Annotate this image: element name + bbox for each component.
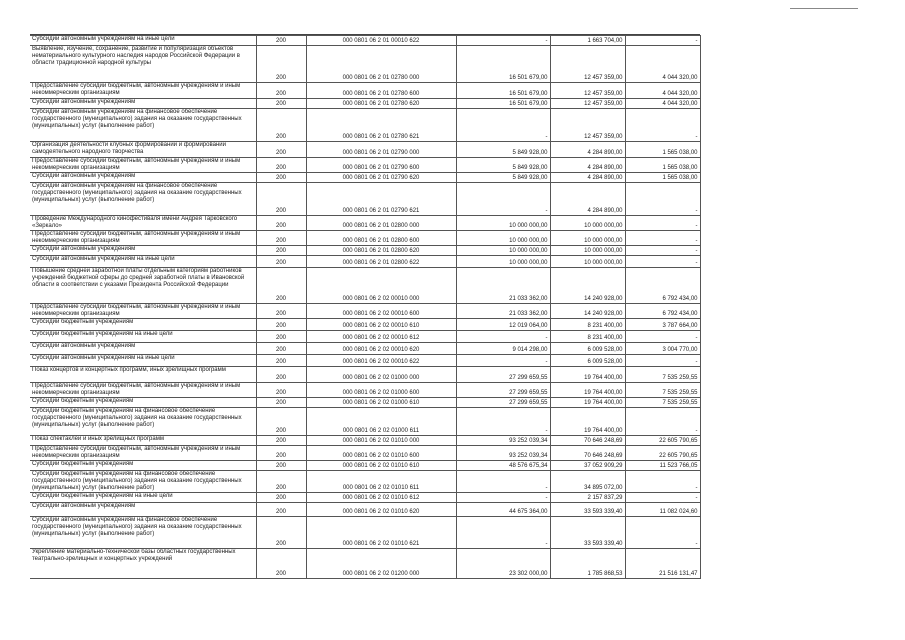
row-executed-amount: 10 000 000,00 xyxy=(550,246,625,256)
row-approved-amount: 5 849 928,00 xyxy=(456,142,550,158)
row-unexecuted-amount: - xyxy=(625,517,700,549)
row-approved-amount: 27 299 659,55 xyxy=(456,383,550,398)
row-code: 200 xyxy=(256,367,306,383)
row-code: 200 xyxy=(256,461,306,471)
header-rule xyxy=(790,8,858,9)
row-approved-amount: 44 675 364,00 xyxy=(456,503,550,517)
row-unexecuted-amount: 1 565 038,00 xyxy=(625,173,700,183)
row-executed-amount: 14 240 928,00 xyxy=(550,304,625,319)
row-approved-amount: 93 252 039,34 xyxy=(456,446,550,461)
table-row xyxy=(30,461,700,471)
row-executed-amount: 33 593 339,40 xyxy=(550,503,625,517)
row-executed-amount: 8 231 400,00 xyxy=(550,331,625,343)
row-name: Предоставление субсидий бюджетным, автономным учреждениям и иным некоммерческим организациям xyxy=(30,158,256,173)
row-unexecuted-amount: - xyxy=(625,493,700,503)
row-unexecuted-amount: 4 044 320,00 xyxy=(625,99,700,109)
row-code: 200 xyxy=(256,493,306,503)
row-code: 200 xyxy=(256,355,306,367)
row-approved-amount: 10 000 000,00 xyxy=(456,231,550,246)
row-unexecuted-amount: - xyxy=(625,331,700,343)
row-approved-amount: 5 849 928,00 xyxy=(456,158,550,173)
row-name: Предоставление субсидий бюджетным, автономным учреждениям и иным некоммерческим организациям xyxy=(30,446,256,461)
row-code: 200 xyxy=(256,549,306,579)
row-unexecuted-amount: 1 565 038,00 xyxy=(625,158,700,173)
row-classification-code: 000 0801 06 2 02 00010 612 xyxy=(306,331,456,343)
row-code: 200 xyxy=(256,268,306,304)
row-executed-amount: 4 284 890,00 xyxy=(550,173,625,183)
row-name: Субсидии бюджетным учреждениям xyxy=(30,319,256,331)
row-unexecuted-amount: 11 082 024,60 xyxy=(625,503,700,517)
table-row xyxy=(30,99,700,109)
row-approved-amount: 48 576 675,34 xyxy=(456,461,550,471)
row-name: Субсидии автономным учреждениям на финансовое обеспечение государственного (муниципального) задания на оказание государственных (муниципальных) услуг (выполнение работ) xyxy=(30,109,256,142)
row-executed-amount: 70 646 248,69 xyxy=(550,436,625,446)
row-executed-amount: 4 284 890,00 xyxy=(550,142,625,158)
row-executed-amount: 4 284 890,00 xyxy=(550,158,625,173)
row-approved-amount: 16 501 679,00 xyxy=(456,46,550,83)
row-code: 200 xyxy=(256,109,306,142)
row-name: Субсидии бюджетным учреждениям на финансовое обеспечение государственного (муниципального) задания на оказание государственных (муниципальных) услуг (выполнение работ) xyxy=(30,408,256,436)
row-code: 200 xyxy=(256,503,306,517)
budget-table xyxy=(30,35,701,579)
table-row xyxy=(30,446,700,461)
table-row xyxy=(30,408,700,436)
row-executed-amount: 12 457 359,00 xyxy=(550,46,625,83)
row-executed-amount: 10 000 000,00 xyxy=(550,216,625,231)
row-name: Субсидии автономным учреждениям xyxy=(30,246,256,256)
row-code: 200 xyxy=(256,216,306,231)
row-approved-amount: - xyxy=(456,355,550,367)
row-executed-amount: 6 009 528,00 xyxy=(550,355,625,367)
table-row xyxy=(30,83,700,99)
row-approved-amount: 10 000 000,00 xyxy=(456,256,550,268)
row-approved-amount: - xyxy=(456,109,550,142)
table-row xyxy=(30,183,700,216)
row-code: 200 xyxy=(256,99,306,109)
row-executed-amount: 12 457 359,00 xyxy=(550,109,625,142)
row-code: 200 xyxy=(256,183,306,216)
row-code: 200 xyxy=(256,517,306,549)
row-name: Предоставление субсидий бюджетным, автономным учреждениям и иным некоммерческим организациям xyxy=(30,231,256,246)
table-row xyxy=(30,355,700,367)
row-classification-code: 000 0801 06 2 02 01010 600 xyxy=(306,446,456,461)
table-row xyxy=(30,471,700,493)
row-approved-amount: 27 299 659,55 xyxy=(456,367,550,383)
row-executed-amount: 19 764 400,00 xyxy=(550,408,625,436)
row-unexecuted-amount: 22 605 790,65 xyxy=(625,436,700,446)
table-row xyxy=(30,216,700,231)
row-approved-amount: - xyxy=(456,408,550,436)
row-name: Субсидии бюджетным учреждениям на финансовое обеспечение государственного (муниципального) задания на оказание государственных (муниципальных) услуг (выполнение работ) xyxy=(30,471,256,493)
row-code: 200 xyxy=(256,256,306,268)
table-row xyxy=(30,517,700,549)
table-row xyxy=(30,343,700,355)
row-approved-amount: 5 849 928,00 xyxy=(456,173,550,183)
row-classification-code: 000 0801 06 2 02 01000 000 xyxy=(306,367,456,383)
row-unexecuted-amount: - xyxy=(625,408,700,436)
row-classification-code: 000 0801 06 2 01 02780 621 xyxy=(306,109,456,142)
row-code: 200 xyxy=(256,36,306,46)
row-code: 200 xyxy=(256,383,306,398)
row-name: Субсидии автономным учреждениям на иные цели xyxy=(30,256,256,268)
row-classification-code: 000 0801 06 2 02 01000 600 xyxy=(306,383,456,398)
table-row xyxy=(30,503,700,517)
row-unexecuted-amount: - xyxy=(625,36,700,46)
row-approved-amount: - xyxy=(456,517,550,549)
row-classification-code: 000 0801 06 2 02 00010 000 xyxy=(306,268,456,304)
row-code: 200 xyxy=(256,83,306,99)
row-unexecuted-amount: 3 004 770,00 xyxy=(625,343,700,355)
row-executed-amount: 4 284 890,00 xyxy=(550,183,625,216)
row-code: 200 xyxy=(256,46,306,83)
row-executed-amount: 37 052 909,29 xyxy=(550,461,625,471)
row-name: Субсидии автономным учреждениям на финансовое обеспечение государственного (муниципального) задания на оказание государственных (муниципальных) услуг (выполнение работ) xyxy=(30,183,256,216)
row-classification-code: 000 0801 06 2 01 02800 000 xyxy=(306,216,456,231)
row-code: 200 xyxy=(256,331,306,343)
table-row xyxy=(30,398,700,408)
table-row xyxy=(30,173,700,183)
row-classification-code: 000 0801 06 2 02 01010 611 xyxy=(306,471,456,493)
row-unexecuted-amount: 7 535 259,55 xyxy=(625,398,700,408)
row-unexecuted-amount: 22 605 790,65 xyxy=(625,446,700,461)
row-executed-amount: 19 764 400,00 xyxy=(550,367,625,383)
row-name: Субсидии бюджетным учреждениям на иные цели xyxy=(30,493,256,503)
table-row xyxy=(30,142,700,158)
row-code: 200 xyxy=(256,408,306,436)
row-name: Показ спектаклей и иных зрелищных программ xyxy=(30,436,256,446)
table-row xyxy=(30,46,700,83)
row-unexecuted-amount: 21 516 131,47 xyxy=(625,549,700,579)
row-approved-amount: 21 033 362,00 xyxy=(456,304,550,319)
row-code: 200 xyxy=(256,446,306,461)
row-executed-amount: 14 240 928,00 xyxy=(550,268,625,304)
row-approved-amount: 16 501 679,00 xyxy=(456,99,550,109)
row-name: Субсидии бюджетным учреждениям xyxy=(30,461,256,471)
row-name: Субсидии автономным учреждениям xyxy=(30,173,256,183)
row-approved-amount: 27 299 659,55 xyxy=(456,398,550,408)
row-classification-code: 000 0801 06 2 01 02800 620 xyxy=(306,246,456,256)
row-approved-amount: - xyxy=(456,493,550,503)
row-name: Субсидии автономным учреждениям на финансовое обеспечение государственного (муниципального) задания на оказание государственных (муниципальных) услуг (выполнение работ) xyxy=(30,517,256,549)
row-unexecuted-amount: 4 044 320,00 xyxy=(625,83,700,99)
row-name: Субсидии автономным учреждениям xyxy=(30,503,256,517)
table-row xyxy=(30,367,700,383)
row-name: Укрепление материально-технической базы областных государственных театрально-зрелищных и концертных учреждений xyxy=(30,549,256,579)
table-row xyxy=(30,256,700,268)
row-executed-amount: 70 646 248,69 xyxy=(550,446,625,461)
row-code: 200 xyxy=(256,436,306,446)
row-code: 200 xyxy=(256,471,306,493)
row-executed-amount: 33 593 339,40 xyxy=(550,517,625,549)
row-code: 200 xyxy=(256,319,306,331)
row-approved-amount: - xyxy=(456,183,550,216)
row-executed-amount: 1 663 704,00 xyxy=(550,36,625,46)
row-name: Предоставление субсидий бюджетным, автономным учреждениям и иным некоммерческим организациям xyxy=(30,383,256,398)
row-executed-amount: 10 000 000,00 xyxy=(550,256,625,268)
row-code: 200 xyxy=(256,246,306,256)
row-classification-code: 000 0801 06 2 01 02790 600 xyxy=(306,158,456,173)
row-approved-amount: - xyxy=(456,471,550,493)
row-unexecuted-amount: 11 523 766,05 xyxy=(625,461,700,471)
row-unexecuted-amount: - xyxy=(625,109,700,142)
row-code: 200 xyxy=(256,231,306,246)
row-unexecuted-amount: 6 792 434,00 xyxy=(625,268,700,304)
row-code: 200 xyxy=(256,158,306,173)
row-unexecuted-amount: 1 565 038,00 xyxy=(625,142,700,158)
row-approved-amount: 23 302 000,00 xyxy=(456,549,550,579)
row-executed-amount: 10 000 000,00 xyxy=(550,231,625,246)
row-classification-code: 000 0801 06 2 01 02790 621 xyxy=(306,183,456,216)
row-approved-amount: 93 252 039,34 xyxy=(456,436,550,446)
row-name: Предоставление субсидий бюджетным, автономным учреждениям и иным некоммерческим организациям xyxy=(30,83,256,99)
row-executed-amount: 12 457 359,00 xyxy=(550,83,625,99)
row-unexecuted-amount: 7 535 259,55 xyxy=(625,383,700,398)
row-approved-amount: 10 000 000,00 xyxy=(456,246,550,256)
row-name: Показ концертов и концертных программ, иных зрелищных программ xyxy=(30,367,256,383)
row-unexecuted-amount: 6 792 434,00 xyxy=(625,304,700,319)
row-name: Проведение Международного кинофестиваля имени Андрея Тарковского «Зеркало» xyxy=(30,216,256,231)
table-row xyxy=(30,304,700,319)
row-name: Повышение средней заработной платы отдельным категориям работников учреждений бюджетной сферы до средней заработной платы в Ивановской области в соответствии с указами Президента Российской Федерации xyxy=(30,268,256,304)
row-classification-code: 000 0801 06 2 02 01010 610 xyxy=(306,461,456,471)
row-executed-amount: 19 764 400,00 xyxy=(550,383,625,398)
row-executed-amount: 34 895 072,00 xyxy=(550,471,625,493)
row-name: Субсидии бюджетным учреждениям xyxy=(30,398,256,408)
table-row xyxy=(30,549,700,579)
table-row xyxy=(30,36,700,46)
row-unexecuted-amount: - xyxy=(625,183,700,216)
row-classification-code: 000 0801 06 2 01 00010 622 xyxy=(306,36,456,46)
row-executed-amount: 6 009 528,00 xyxy=(550,343,625,355)
row-code: 200 xyxy=(256,398,306,408)
row-unexecuted-amount: 7 535 259,55 xyxy=(625,367,700,383)
table-row xyxy=(30,331,700,343)
row-unexecuted-amount: - xyxy=(625,355,700,367)
row-name: Субсидии автономным учреждениям xyxy=(30,99,256,109)
row-name: Предоставление субсидий бюджетным, автономным учреждениям и иным некоммерческим организациям xyxy=(30,304,256,319)
table-row xyxy=(30,158,700,173)
row-name: Субсидии бюджетным учреждениям на иные цели xyxy=(30,331,256,343)
row-code: 200 xyxy=(256,304,306,319)
budget-table-body xyxy=(30,36,700,579)
table-row xyxy=(30,109,700,142)
row-approved-amount: 16 501 679,00 xyxy=(456,83,550,99)
row-executed-amount: 12 457 359,00 xyxy=(550,99,625,109)
row-name: Субсидии автономным учреждениям xyxy=(30,343,256,355)
table-row xyxy=(30,493,700,503)
row-classification-code: 000 0801 06 2 02 01200 000 xyxy=(306,549,456,579)
row-name: Организация деятельности клубных формирований и формирований самодеятельного народного творчества xyxy=(30,142,256,158)
row-classification-code: 000 0801 06 2 01 02800 600 xyxy=(306,231,456,246)
row-classification-code: 000 0801 06 2 02 01010 612 xyxy=(306,493,456,503)
row-classification-code: 000 0801 06 2 02 01010 000 xyxy=(306,436,456,446)
table-row xyxy=(30,383,700,398)
row-classification-code: 000 0801 06 2 02 00010 600 xyxy=(306,304,456,319)
row-executed-amount: 2 157 837,29 xyxy=(550,493,625,503)
row-approved-amount: 9 014 298,00 xyxy=(456,343,550,355)
budget-table-container xyxy=(30,34,700,579)
row-code: 200 xyxy=(256,173,306,183)
row-classification-code: 000 0801 06 2 02 00010 610 xyxy=(306,319,456,331)
row-classification-code: 000 0801 06 2 02 01010 620 xyxy=(306,503,456,517)
row-name: Выявление, изучение, сохранение, развитие и популяризация объектов нематериального культурного наследия народов Российской Федерации в области традиционной народной культуры xyxy=(30,46,256,83)
row-classification-code: 000 0801 06 2 02 00010 620 xyxy=(306,343,456,355)
row-classification-code: 000 0801 06 2 02 01000 610 xyxy=(306,398,456,408)
row-classification-code: 000 0801 06 2 01 02800 622 xyxy=(306,256,456,268)
row-approved-amount: 21 033 362,00 xyxy=(456,268,550,304)
row-classification-code: 000 0801 06 2 02 01000 611 xyxy=(306,408,456,436)
row-classification-code: 000 0801 06 2 01 02790 000 xyxy=(306,142,456,158)
row-approved-amount: 10 000 000,00 xyxy=(456,216,550,231)
row-code: 200 xyxy=(256,142,306,158)
row-classification-code: 000 0801 06 2 01 02780 620 xyxy=(306,99,456,109)
row-unexecuted-amount: - xyxy=(625,471,700,493)
table-row xyxy=(30,319,700,331)
row-unexecuted-amount: 3 787 664,00 xyxy=(625,319,700,331)
row-unexecuted-amount: - xyxy=(625,231,700,246)
row-unexecuted-amount: - xyxy=(625,216,700,231)
row-name: Субсидии автономным учреждениям на иные цели xyxy=(30,355,256,367)
row-approved-amount: - xyxy=(456,331,550,343)
row-classification-code: 000 0801 06 2 01 02790 620 xyxy=(306,173,456,183)
table-row xyxy=(30,231,700,246)
table-row xyxy=(30,436,700,446)
row-classification-code: 000 0801 06 2 02 00010 622 xyxy=(306,355,456,367)
row-name: Субсидии автономным учреждениям на иные цели xyxy=(30,36,256,46)
table-row xyxy=(30,246,700,256)
row-classification-code: 000 0801 06 2 01 02780 000 xyxy=(306,46,456,83)
row-classification-code: 000 0801 06 2 02 01010 621 xyxy=(306,517,456,549)
table-row xyxy=(30,268,700,304)
row-approved-amount: 12 019 064,00 xyxy=(456,319,550,331)
row-unexecuted-amount: - xyxy=(625,256,700,268)
row-code: 200 xyxy=(256,343,306,355)
row-executed-amount: 19 764 400,00 xyxy=(550,398,625,408)
row-executed-amount: 1 785 868,53 xyxy=(550,549,625,579)
row-unexecuted-amount: 4 044 320,00 xyxy=(625,46,700,83)
row-classification-code: 000 0801 06 2 01 02780 600 xyxy=(306,83,456,99)
row-unexecuted-amount: - xyxy=(625,246,700,256)
row-approved-amount: - xyxy=(456,36,550,46)
row-executed-amount: 8 231 400,00 xyxy=(550,319,625,331)
